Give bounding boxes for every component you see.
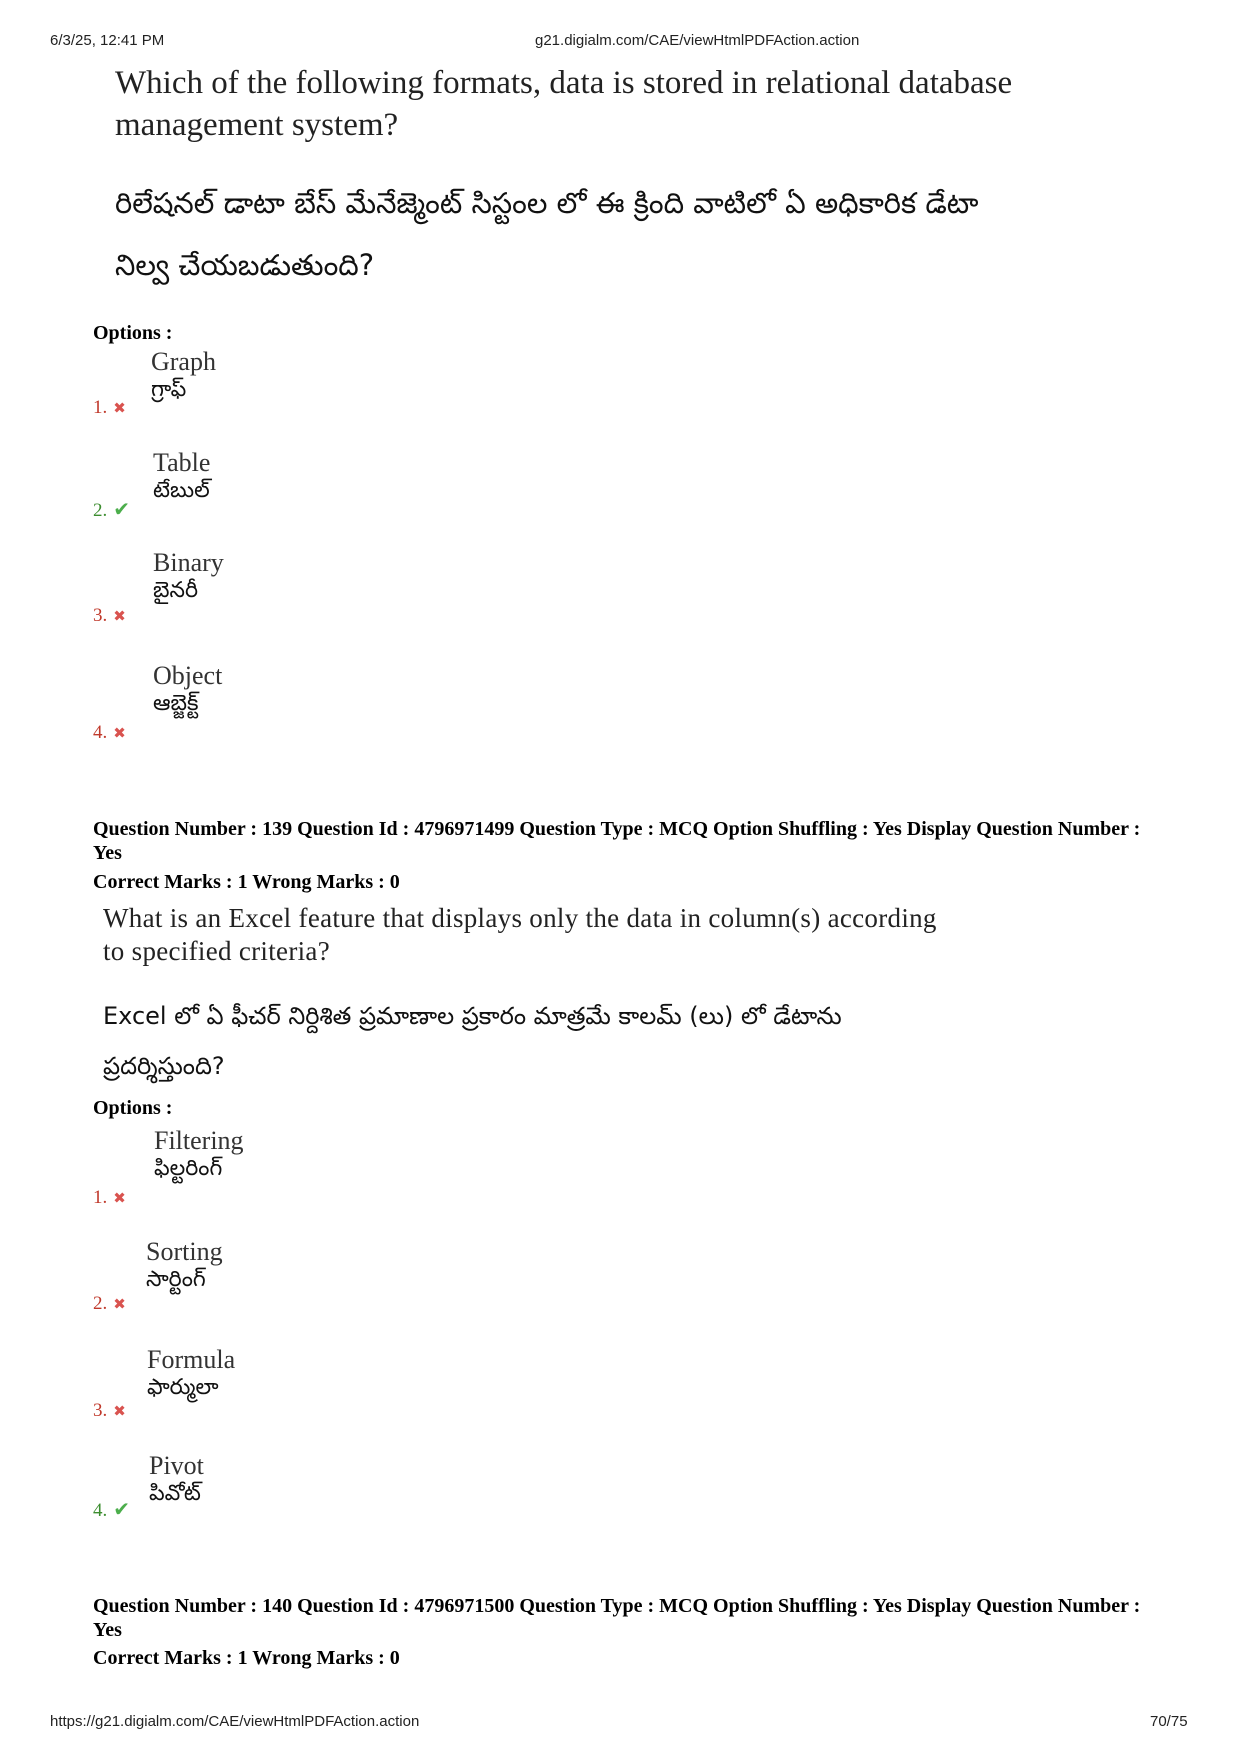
print-datetime: 6/3/25, 12:41 PM — [50, 32, 165, 49]
options-label: Options : — [93, 1097, 173, 1119]
marks-info: Correct Marks : 1 Wrong Marks : 0 — [93, 1647, 400, 1669]
marks-info: Correct Marks : 1 Wrong Marks : 0 — [93, 871, 400, 893]
print-url: g21.digialm.com/CAE/viewHtmlPDFAction.action — [535, 32, 860, 49]
question-meta: Question Number : 140 Question Id : 4796971500 Question Type : MCQ Option Shuffling : Yes Display Question Number : Yes — [93, 1595, 1141, 1641]
option-number: 3. ✖ — [93, 1400, 126, 1421]
option-text-en: Formula — [147, 1345, 236, 1374]
question-text-te-line2: ప్రదర్శిస్తుంది? — [103, 1052, 225, 1080]
question-meta: Question Number : 139 Question Id : 4796971499 Question Type : MCQ Option Shuffling : Yes Display Question Number : Yes — [93, 818, 1141, 864]
correct-icon: ✔ — [113, 499, 131, 521]
wrong-icon: ✖ — [113, 401, 126, 417]
option-item — [147, 1345, 235, 1405]
footer-url: https://g21.digialm.com/CAE/viewHtmlPDFAction.action — [50, 1713, 420, 1730]
option-number: 4. ✖ — [93, 722, 126, 743]
option-text-te: సార్టింగ్ — [146, 1267, 206, 1292]
option-text-en: Pivot — [149, 1451, 204, 1480]
question-text-te-line2: నిల్వ చేయబడుతుంది? — [115, 248, 375, 282]
wrong-icon: ✖ — [113, 1191, 126, 1207]
option-item — [154, 1126, 244, 1186]
question-text-en: Which of the following formats, data is stored in relational database management system? — [115, 65, 1013, 143]
option-text-te: పివోట్ — [149, 1481, 201, 1506]
option-number: 2. ✖ — [93, 1293, 126, 1314]
question-text-te: Excel లో ఏ ఫీచర్ నిర్దిశిత ప్రమాణాల ప్రకారం మాత్రమే కాలమ్ (లు) లో డేటాను — [103, 1002, 842, 1030]
option-item — [146, 1237, 223, 1297]
wrong-icon: ✖ — [113, 726, 126, 742]
wrong-icon: ✖ — [113, 1297, 126, 1313]
option-number: 2. ✔ — [93, 499, 131, 521]
option-item — [149, 1451, 204, 1511]
option-text-te: ఫిల్టరింగ్ — [154, 1156, 223, 1181]
question-text-en: What is an Excel feature that displays only the data in column(s) according to specified criteria? — [103, 903, 937, 966]
option-text-te: గ్రాఫ్ — [151, 377, 187, 402]
option-text-en: Object — [153, 661, 223, 690]
option-item — [153, 448, 210, 508]
option-number: 1. ✖ — [93, 1187, 126, 1208]
question-text-te: రిలేషనల్ డాటా బేస్ మేనేజ్మెంట్ సిస్టంల లో ఈ క్రింది వాటిలో ఏ అధికారిక డేటా — [115, 186, 979, 220]
option-text-en: Sorting — [146, 1237, 223, 1266]
option-number: 4. ✔ — [93, 1499, 131, 1521]
option-text-en: Table — [153, 448, 211, 477]
option-text-te: ఫార్ములా — [147, 1375, 219, 1400]
option-item — [151, 347, 216, 407]
option-text-te: టేబుల్ — [153, 478, 210, 503]
option-number: 3. ✖ — [93, 605, 126, 626]
option-text-te: బైనరీ — [153, 578, 198, 603]
option-item — [153, 661, 222, 721]
option-text-en: Binary — [153, 548, 224, 577]
option-number: 1. ✖ — [93, 397, 126, 418]
wrong-icon: ✖ — [113, 1404, 126, 1420]
options-label: Options : — [93, 322, 173, 344]
page-number: 70/75 — [1150, 1713, 1188, 1730]
option-text-en: Filtering — [154, 1126, 244, 1155]
option-text-te: ఆబ్జెక్ట్ — [153, 691, 199, 716]
option-item — [153, 548, 224, 608]
wrong-icon: ✖ — [113, 609, 126, 625]
correct-icon: ✔ — [113, 1499, 131, 1521]
option-text-en: Graph — [151, 347, 216, 376]
